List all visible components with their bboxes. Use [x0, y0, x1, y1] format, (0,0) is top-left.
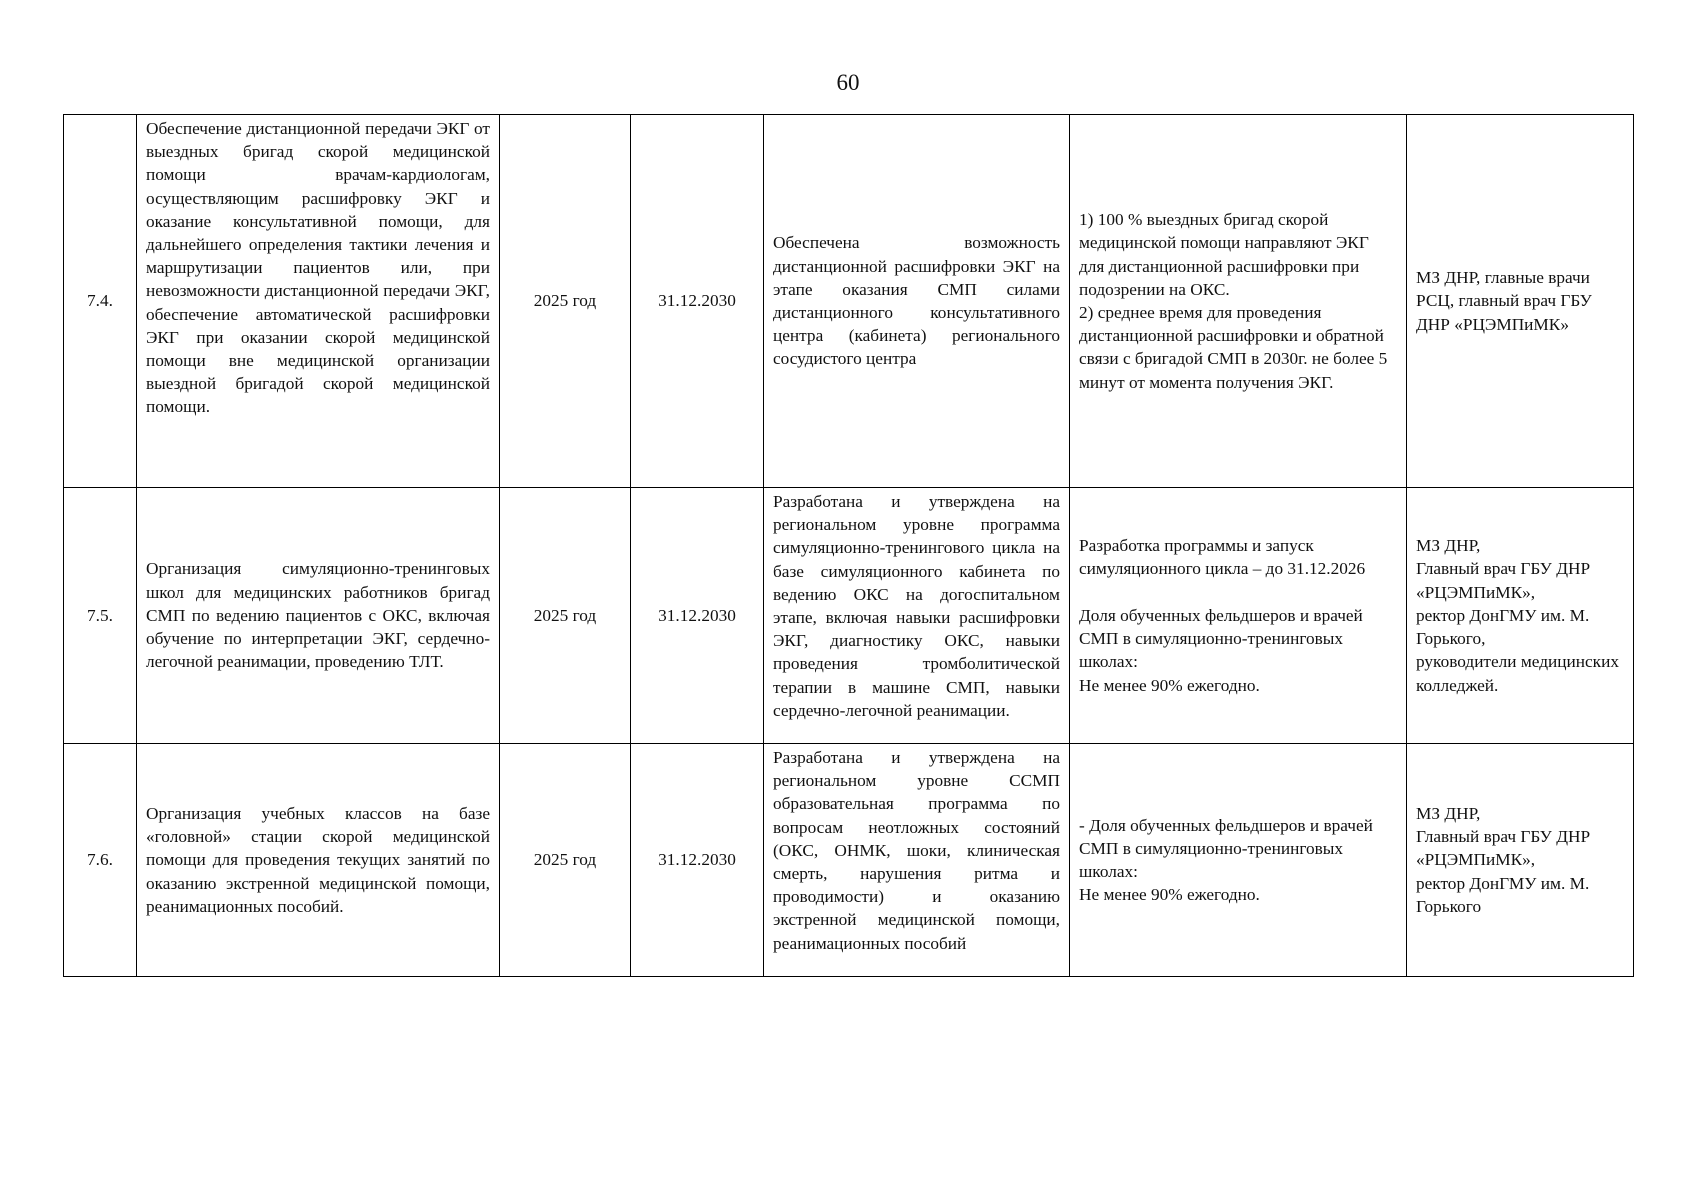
- result-cell: [764, 115, 1070, 488]
- result-cell: [764, 488, 1070, 744]
- result-cell: [764, 744, 1070, 977]
- item-number-cell: [64, 115, 137, 488]
- responsible-text: МЗ ДНР, Главный врач ГБУ ДНР «РЦЭМПиМК», ректор ДонГМУ им. М. Горького: [1416, 803, 1591, 916]
- end-date-cell: [631, 744, 764, 977]
- end-date: 31.12.2030: [658, 605, 736, 625]
- responsible-cell: [1407, 115, 1634, 488]
- event-cell: [137, 744, 500, 977]
- end-date-cell: [631, 115, 764, 488]
- table-row: [64, 488, 1634, 744]
- start-date: 2025 год: [533, 850, 597, 870]
- end-date: 31.12.2030: [658, 850, 736, 870]
- event-text: Организация симуляционно-тренинговых школ для медицинских работников бригад СМП по ведению пациентов с ОКС, включая обучение по интерпретации ЭКГ, сердечно-легочной реанимации, проведению ТЛТ.: [146, 559, 490, 672]
- table-row: [64, 115, 1634, 488]
- responsible-text: МЗ ДНР, Главный врач ГБУ ДНР «РЦЭМПиМК», ректор ДонГМУ им. М. Горького, руководители медицинских колледжей.: [1416, 536, 1619, 695]
- end-date: 31.12.2030: [658, 291, 736, 311]
- item-number: 7.4.: [87, 291, 113, 311]
- indicator-text: Разработка программы и запуск симуляционного цикла – до 31.12.2026 Доля обученных фельдшеров и врачей СМП в симуляционно-тренинговых школах: Не менее 90% ежегодно.: [1079, 536, 1366, 695]
- item-number: 7.6.: [87, 850, 113, 870]
- indicator-cell: [1070, 115, 1407, 488]
- indicator-cell: [1070, 488, 1407, 744]
- event-cell: [137, 115, 500, 488]
- responsible-text: МЗ ДНР, главные врачи РСЦ, главный врач ГБУ ДНР «РЦЭМПиМК»: [1416, 268, 1592, 334]
- indicator-text: 1) 100 % выездных бригад скорой медицинской помощи направляют ЭКГ для дистанционной расшифровки при подозрении на ОКС. 2) среднее время для проведения дистанционной расшифровки и обратной связи с бригадой СМП в 2030г. не более 5 минут от момента получения ЭКГ.: [1079, 210, 1388, 392]
- indicator-text: - Доля обученных фельдшеров и врачей СМП в симуляционно-тренинговых школах: Не менее 90% ежегодно.: [1079, 815, 1373, 905]
- start-date-cell: [500, 115, 631, 488]
- responsible-cell: [1407, 488, 1634, 744]
- result-text: Разработана и утверждена на региональном уровне программа симуляционно-тренингового цикла на базе симуляционного кабинета по ведению ОКС на догоспитальном этапе, включая навыки расшифровки ЭКГ, диагностику ОКС, навыки проведения тромболитической терапии в машине СМП, навыки сердечно-легочной реанимации.: [773, 492, 1060, 720]
- start-date-cell: [500, 488, 631, 744]
- event-text: Организация учебных классов на базе «головной» стации скорой медицинской помощи для проведения текущих занятий по оказанию экстренной медицинской помощи, реанимационных пособий.: [146, 803, 490, 916]
- result-text: Разработана и утверждена на региональном уровне ССМП образовательная программа по вопросам неотложных состояний (ОКС, ОНМК, шоки, клиническая смерть, нарушения ритма и проводимости) и оказанию экстренной медицинской помощи, реанимационных пособий: [773, 748, 1060, 953]
- result-text: Обеспечена возможность дистанционной расшифровки ЭКГ на этапе оказания СМП силами дистанционного консультативного центра (кабинета) регионального сосудистого центра: [773, 233, 1060, 369]
- item-number: 7.5.: [87, 605, 113, 625]
- page-number: 60: [836, 70, 860, 95]
- start-date: 2025 год: [533, 291, 597, 311]
- start-date-cell: [500, 744, 631, 977]
- end-date-cell: [631, 488, 764, 744]
- indicator-cell: [1070, 744, 1407, 977]
- start-date: 2025 год: [533, 605, 597, 625]
- event-cell: [137, 488, 500, 744]
- responsible-cell: [1407, 744, 1634, 977]
- event-text: Обеспечение дистанционной передачи ЭКГ от выездных бригад скорой медицинской помощи врачам-кардиологам, осуществляющим расшифровку ЭКГ и оказание консультативной помощи, для дальнейшего определения тактики лечения и маршрутизации пациентов или, при невозможности дистанционной передачи ЭКГ, обеспечение автоматической расшифровки ЭКГ при оказании скорой медицинской помощи вне медицинской организации выездной бригадой скорой медицинской помощи.: [146, 119, 490, 417]
- table-row: [64, 744, 1634, 977]
- item-number-cell: [64, 488, 137, 744]
- item-number-cell: [64, 744, 137, 977]
- activity-plan-table: [63, 114, 1634, 977]
